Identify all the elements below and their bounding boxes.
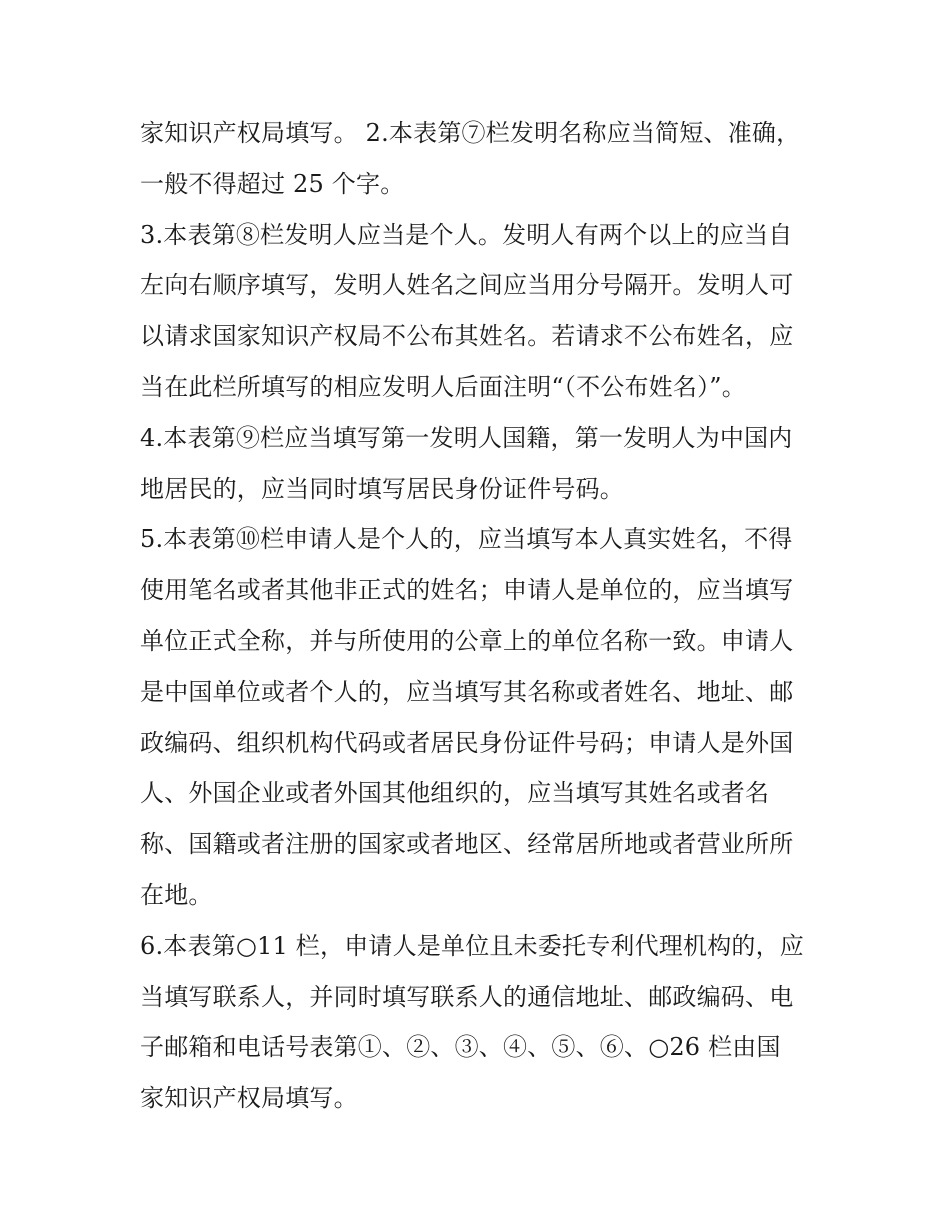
text-line: 家知识产权局填写。 2.本表第⑦栏发明名称应当简短、准确， [140,119,801,147]
text-line: 政编码、组织机构代码或者居民身份证件号码；申请人是外国 [140,728,794,757]
text-line: 5.本表第⑩栏申请人是个人的，应当填写本人真实姓名，不得 [140,525,793,554]
text-line: 使用笔名或者其他非正式的姓名；申请人是单位的，应当填写 [140,576,794,605]
text-line: 一般不得超过 25 个字。 [140,169,405,198]
document-body [140,108,830,1124]
text-line: 在地。 [140,880,213,909]
text-line: 地居民的，应当同时填写居民身份证件号码。 [140,474,624,503]
text-line: 3.本表第⑧栏发明人应当是个人。发明人有两个以上的应当自 [140,220,793,249]
text-line: 左向右顺序填写，发明人姓名之间应当用分号隔开。发明人可 [140,271,794,300]
text-line: 是中国单位或者个人的，应当填写其名称或者姓名、地址、邮 [140,677,794,706]
text-line: 单位正式全称，并与所使用的公章上的单位名称一致。申请人 [140,626,794,655]
text-line: 称、国籍或者注册的国家或者地区、经常居所地或者营业所所 [140,830,794,859]
text-line: 当填写联系人，并同时填写联系人的通信地址、邮政编码、电 [140,982,794,1011]
text-line: 4.本表第⑨栏应当填写第一发明人国籍，第一发明人为中国内 [140,423,793,452]
text-line: 家知识产权局填写。 [140,1084,358,1113]
text-line: 子邮箱和电话号表第①、②、③、④、⑤、⑥、○26 栏由国 [140,1033,781,1062]
text-line: 人、外国企业或者外国其他组织的，应当填写其姓名或者名 [140,779,770,808]
text-line: 6.本表第○11 栏，申请人是单位且未委托专利代理机构的，应 [140,931,805,960]
text-line: 当在此栏所填写的相应发明人后面注明“（不公布姓名）”。 [140,372,746,401]
text-line: 以请求国家知识产权局不公布其姓名。若请求不公布姓名，应 [140,322,794,351]
